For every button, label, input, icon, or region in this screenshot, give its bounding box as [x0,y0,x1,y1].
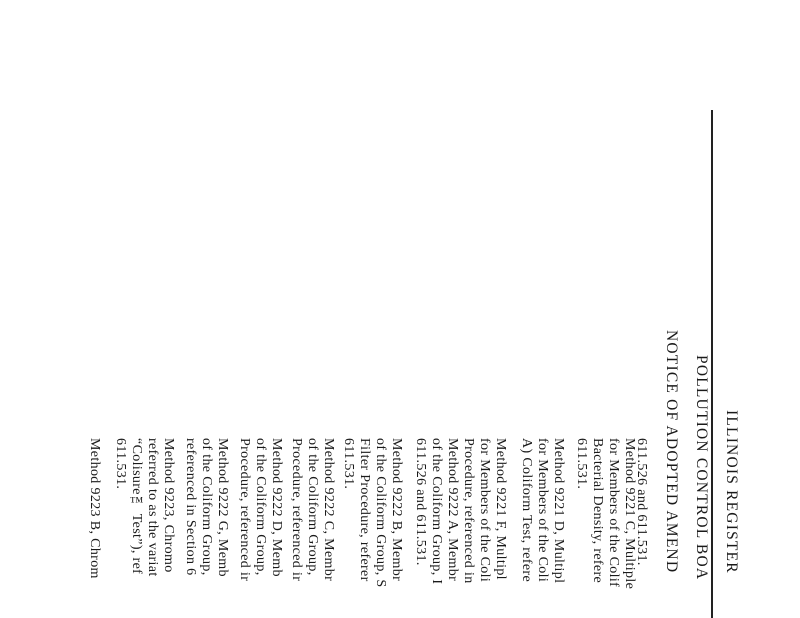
paragraph-line: 611.531. [113,438,128,490]
paragraph-4 [460,438,508,584]
board-name: POLLUTION CONTROL BOA [693,355,710,581]
paragraph-line: of the Coliform Group, [305,438,320,576]
paragraph-9 [182,438,230,577]
paragraph-line: “Colisure™ Test”), ref [129,438,144,575]
paragraph-8 [236,438,284,581]
paragraph-line: Method 9222 B, Membr [389,438,404,582]
paragraph-line: Procedure, referenced in [461,438,476,584]
notice-title: NOTICE OF ADOPTED AMEND [663,330,680,574]
paragraph-line: Procedure, referenced ir [237,438,252,582]
paragraph-line: Method 9223 B, Chrom [87,438,102,579]
paragraph-line: Method 9222 A, Membr [445,438,460,582]
paragraph-line: referenced in Section 6 [183,438,198,576]
paragraph-line: of the Coliform Group, [253,438,268,576]
paragraph-6 [340,438,404,588]
paragraph-line: Procedure, referenced ir [289,438,304,582]
paragraph-line: Method 9221 F, Multipl [493,438,508,580]
paragraph-line: A) Coliform Test, refere [519,438,534,583]
paragraph-line: 611.531. [574,438,589,490]
paragraph-line: Method 9221 C, Multiple [622,438,637,590]
paragraph-3 [518,438,566,583]
paragraph-line: Bacterial Density, refere [590,438,605,584]
paragraph-line: Filter Procedure, referer [357,438,372,582]
register-title: ILLINOIS REGISTER [723,410,740,574]
paragraph-line: referred to as the variat [145,438,160,577]
paragraph-10 [112,438,176,577]
paragraph-line: Method 9222 C, Membr [321,438,336,582]
paragraph-line: for Members of the Coli [477,438,492,583]
paragraph-2 [573,438,637,589]
paragraph-line: of the Coliform Group, [199,438,214,576]
paragraph-line: Method 9221 D, Multipl [551,438,566,584]
paragraph-line: 611.531. [341,438,356,490]
paragraph-line: Method 9223, Chromo [161,438,176,573]
paragraph-line: of the Coliform Group, I [429,438,444,585]
paragraph-line: for Members of the Coli [535,438,550,583]
paragraph-line: 611.526 and 611.531. [634,438,649,566]
paragraph-line: of the Coliform Group, S [373,438,388,588]
paragraph-line: Method 9222 D, Memb [269,438,284,577]
paragraph-7 [288,438,336,581]
paragraph-line: Method 9222 G, Memb [215,438,230,577]
header-rule [711,110,713,618]
paragraph-line: for Members of the Colif [606,438,621,588]
paragraph-5 [412,438,460,584]
paragraph-11 [86,438,102,579]
paragraph-line: 611.526 and 611.531. [413,438,428,566]
